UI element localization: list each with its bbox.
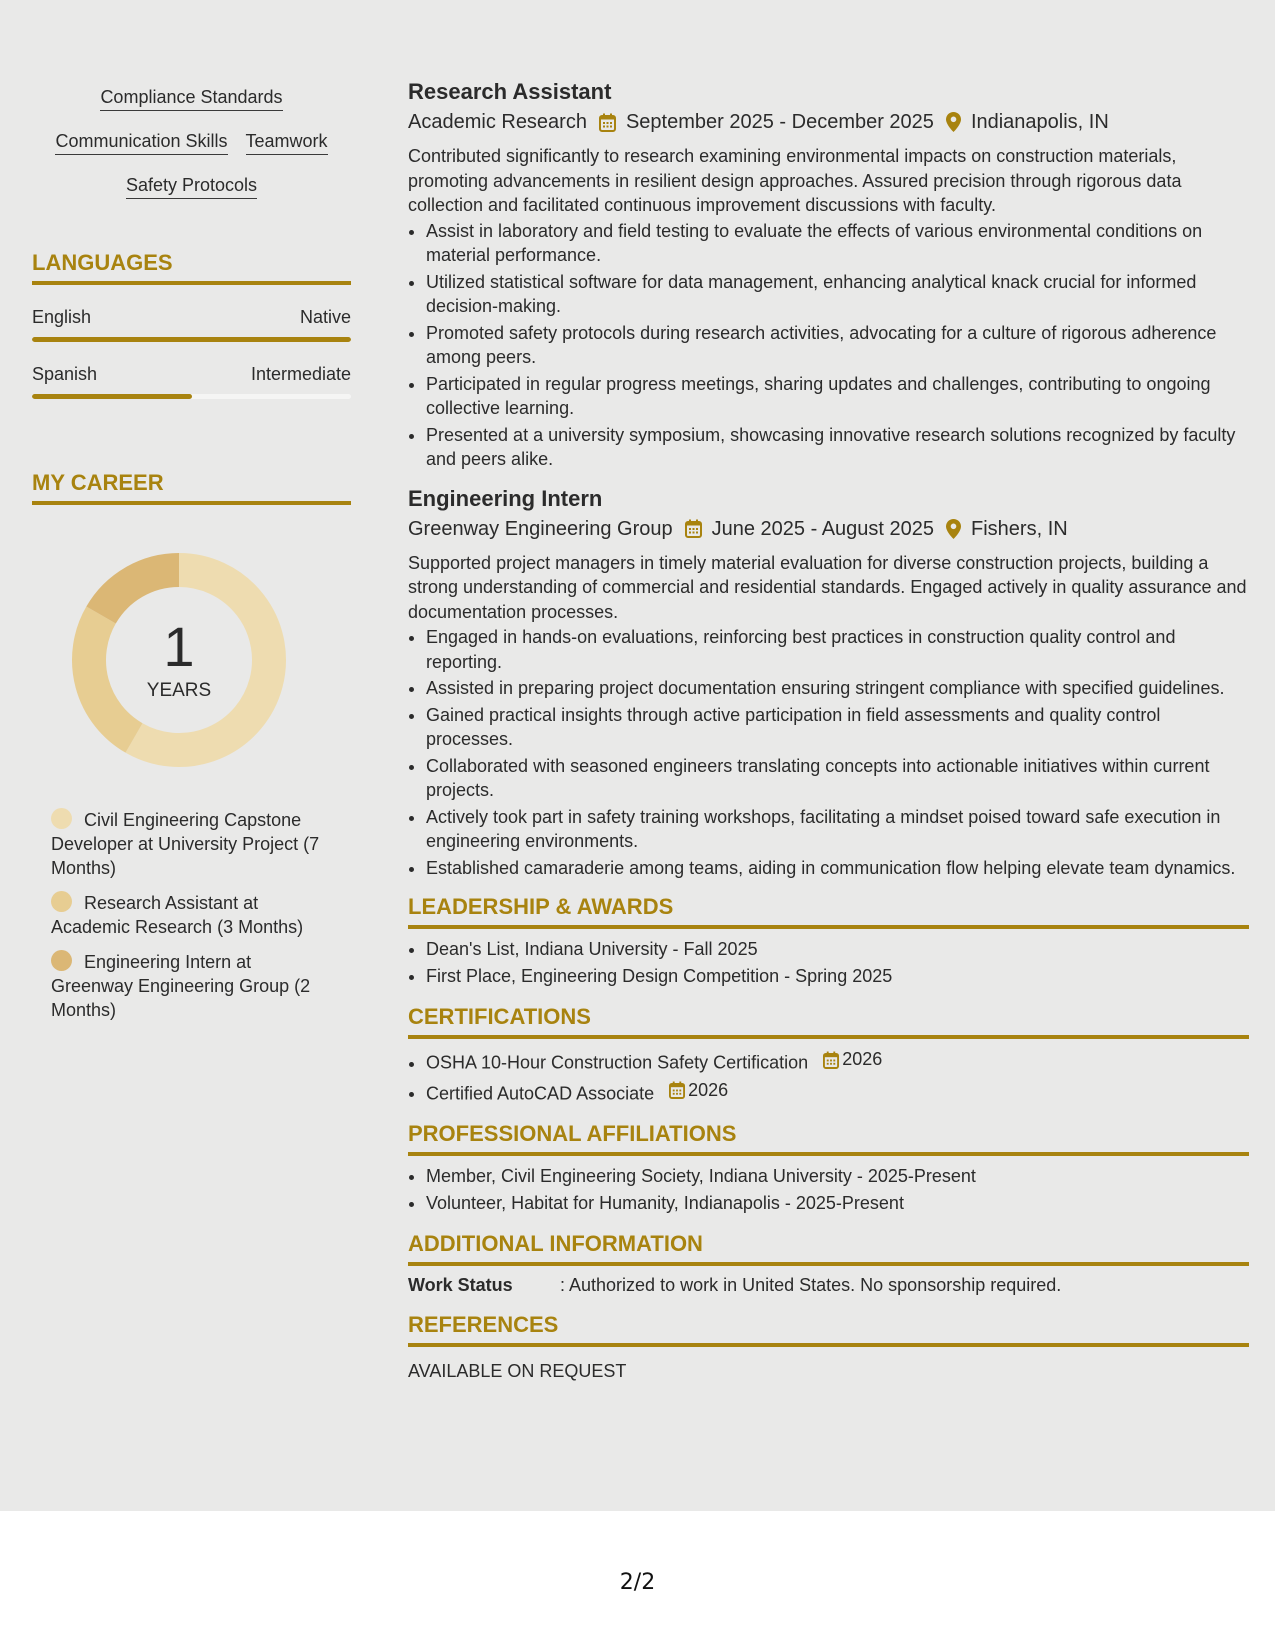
career-legend [51,808,326,1022]
affiliations-list [408,1163,1249,1217]
certifications-heading: CERTIFICATIONS [408,1004,1249,1039]
list-item: • Utilized statistical software for data management, enhancing analytical knack crucial for informed decision-making. [426,270,1249,319]
language-item [32,306,351,342]
certification-item [426,1077,1249,1108]
job-entry [408,78,1249,472]
calendar-icon [823,1051,839,1069]
legend-label: Research Assistant at Academic Research (3 Months) [51,893,304,937]
language-proficiency-bar [32,337,351,342]
job-bullets [408,219,1249,472]
language-proficiency-bar [32,394,351,399]
right-column [408,78,1249,1383]
job-description: Contributed significantly to research examining environmental impacts on construction materials, promoting advancements in resilient design approaches. Assured precision through rigorous data collection and facilitated continuous improvement discussions with faculty. [408,146,1182,215]
list-item: • Actively took part in safety training workshops, facilitating a mindset poised toward safe execution in engineering environments. [426,805,1249,854]
job-dates: September 2025 - December 2025 [625,111,934,133]
career-legend-item [51,808,326,880]
legend-label: Civil Engineering Capstone Developer at University Project (7 Months) [51,810,320,878]
list-item: • Volunteer, Habitat for Humanity, Indianapolis - 2025-Present [426,1190,1249,1217]
location-pin-icon [946,112,961,132]
additional-info-heading: ADDITIONAL INFORMATION [408,1231,1249,1266]
list-item: • Assisted in preparing project documentation ensuring stringent compliance with specified guidelines. [426,676,1249,701]
skill-tag: Compliance Standards [100,86,282,111]
job-description: Supported project managers in timely material evaluation for diverse construction projects, building a strong understanding of commercial and residential standards. Engaged actively in quality assurance and documentation processes. [408,552,1247,622]
job-company: Greenway Engineering Group [408,517,673,540]
language-level: Native [299,307,351,327]
references-text: AVAILABLE ON REQUEST [408,1360,627,1381]
legend-dot [51,950,72,971]
certification-name: OSHA 10-Hour Construction Safety Certification [426,1052,809,1073]
list-item: • First Place, Engineering Design Competition - Spring 2025 [426,963,1249,990]
languages-heading: LANGUAGES [32,250,351,285]
calendar-icon [599,113,616,132]
list-item: • Dean's List, Indiana University - Fall 2025 [426,936,1249,963]
list-item: • Established camaraderie among teams, aiding in communication flow helping elevate team dynamics. [426,856,1249,881]
affiliations-heading: PROFESSIONAL AFFILIATIONS [408,1121,1249,1156]
job-meta [408,515,1249,543]
language-proficiency-fill [32,394,192,399]
job-meta [408,108,1249,136]
career-legend-item [51,891,326,939]
job-bullets [408,625,1249,880]
certification-name: Certified AutoCAD Associate [426,1083,655,1103]
certification-year: 2026 [842,1049,883,1069]
list-item: • Promoted safety protocols during research activities, advocating for a culture of rigorous adherence among peers. [426,321,1249,370]
list-item: • Engaged in hands-on evaluations, reinforcing best practices in construction quality control and reporting. [426,625,1249,674]
language-item [32,363,351,399]
list-item: • Member, Civil Engineering Society, Indiana University - 2025-Present [426,1163,1249,1190]
legend-label: Engineering Intern at Greenway Engineering Group (2 Months) [51,952,311,1020]
calendar-icon [685,519,702,538]
skills-list [32,86,351,199]
language-level: Intermediate [250,364,351,384]
list-item: • Assist in laboratory and field testing to evaluate the effects of various environmental conditions on material performance. [426,219,1249,268]
job-company: Academic Research [408,111,587,133]
career-legend-item [51,950,326,1022]
job-location: Fishers, IN [971,517,1068,540]
skill-tag: Safety Protocols [126,174,257,199]
job-entry [408,485,1249,881]
calendar-icon [669,1081,685,1099]
certifications-list [408,1046,1249,1107]
leadership-heading: LEADERSHIP & AWARDS [408,894,1249,929]
career-total-number: 1 [163,615,195,678]
job-title: Engineering Intern [408,485,603,511]
language-name: Spanish [32,364,98,384]
certification-year: 2026 [688,1079,729,1100]
certification-item [426,1046,1249,1077]
skill-tag: Teamwork [246,130,328,155]
left-column [32,86,351,1033]
legend-dot [51,808,72,829]
list-item: • Participated in regular progress meetings, sharing updates and challenges, contributing to ongoing collective learning. [426,372,1249,421]
legend-dot [51,891,72,912]
page-number: 2/2 [619,1570,656,1595]
work-status-label: Work Status [408,1275,513,1295]
location-pin-icon [946,519,961,539]
career-donut-chart [66,547,292,773]
list-item: • Gained practical insights through active participation in field assessments and quality control processes. [426,703,1249,752]
language-name: English [32,307,92,327]
job-location: Indianapolis, IN [970,111,1109,133]
job-dates: June 2025 - August 2025 [711,517,935,540]
donut-segment [101,570,179,615]
language-proficiency-fill [32,337,351,342]
list-item: • Presented at a university symposium, showcasing innovative research solutions recognized by faculty and peers alike. [426,423,1249,472]
references-heading: REFERENCES [408,1312,1249,1347]
leadership-list [408,936,1249,990]
list-item: • Collaborated with seasoned engineers translating concepts into actionable initiatives within current projects. [426,754,1249,803]
work-status-value: : Authorized to work in United States. No sponsorship required. [560,1275,1062,1295]
job-title: Research Assistant [408,79,612,104]
career-total-unit: YEARS [146,680,212,701]
work-status-row [408,1273,1249,1298]
career-heading: MY CAREER [32,470,351,505]
skill-tag: Communication Skills [55,130,227,155]
